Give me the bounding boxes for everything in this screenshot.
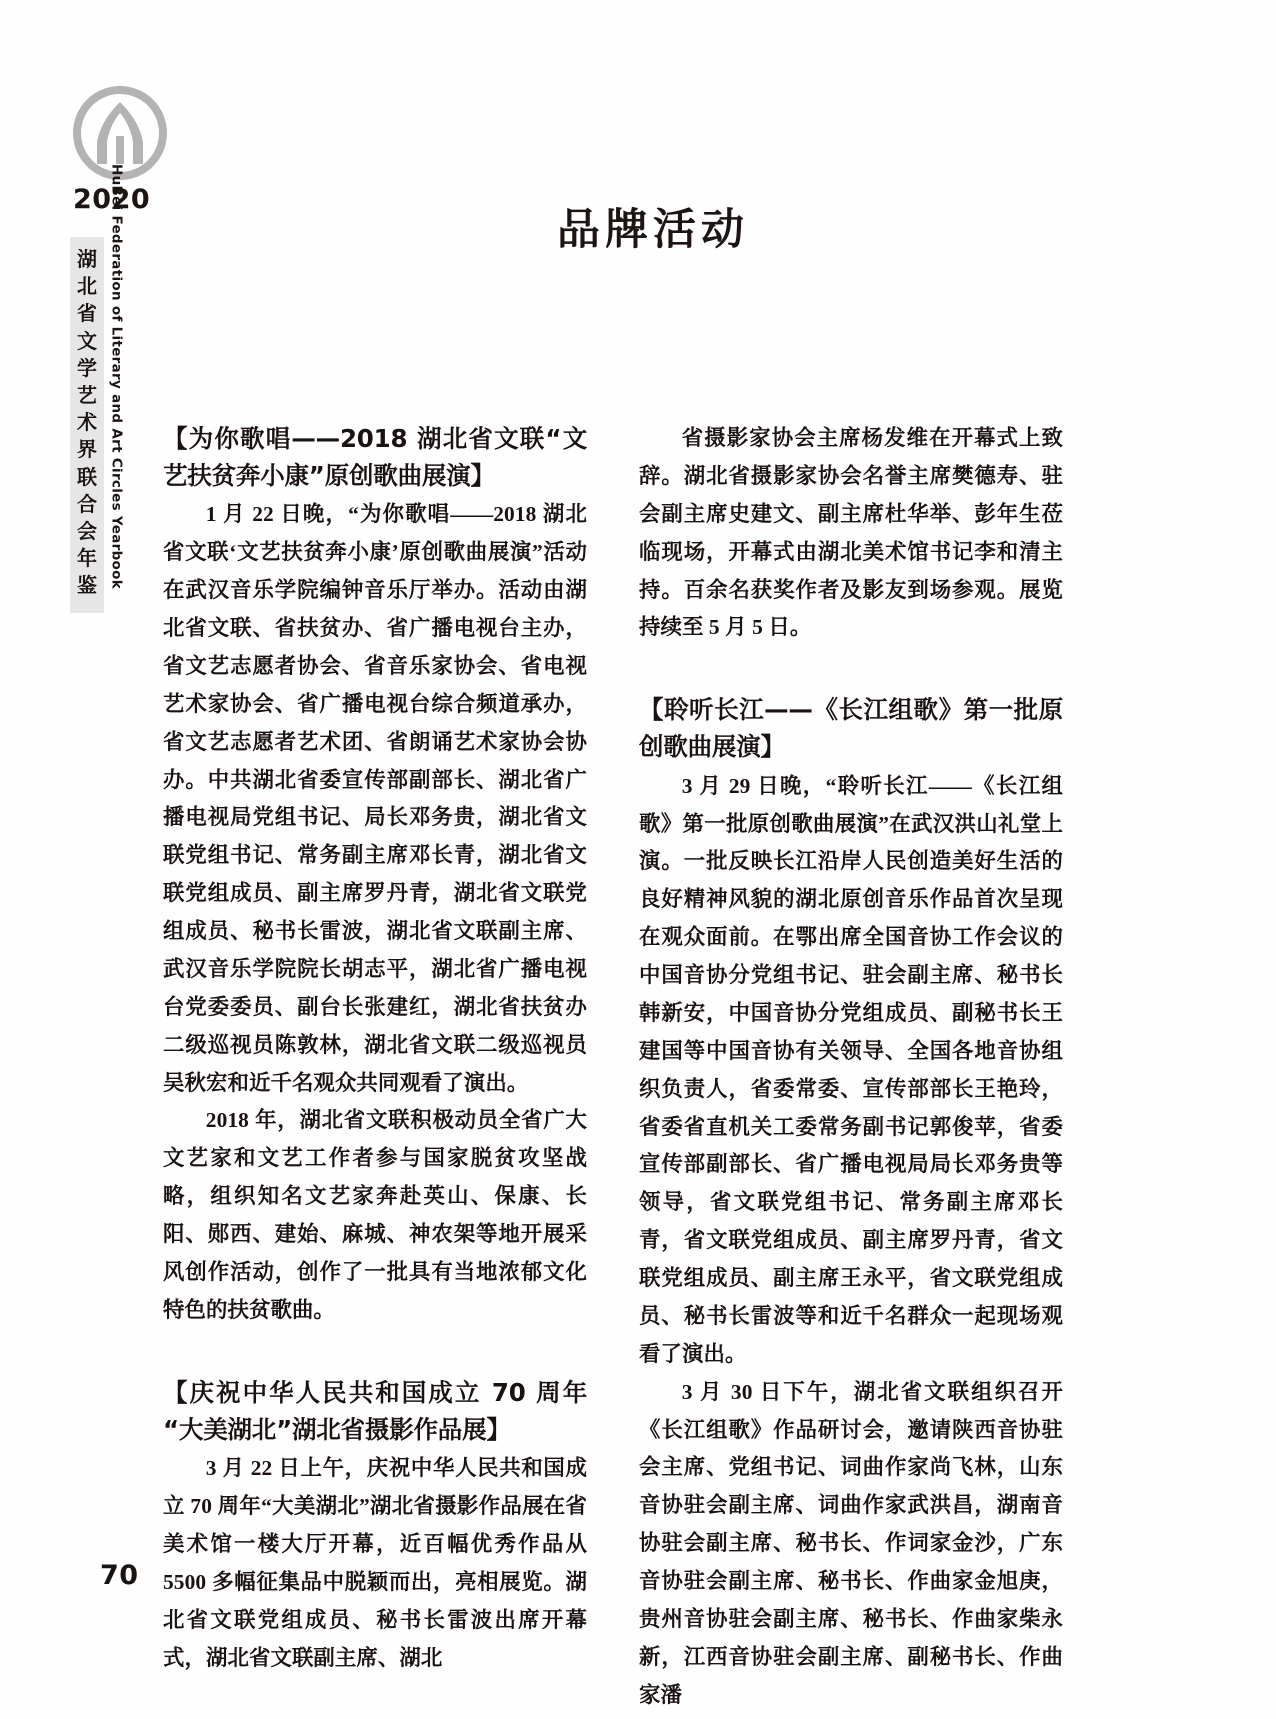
sidebar-vertical-title-cn	[70, 237, 104, 613]
sidebar-vertical-title-en	[108, 164, 125, 589]
spine-en-text: HuBei Federation of Literary and Art Circles Yearbook	[108, 164, 125, 589]
page-body-columns	[163, 420, 1063, 1715]
paragraph-left-1-2: 2018 年，湖北省文联积极动员全省广大文艺家和文艺工作者参与国家脱贫攻坚战略，组织知名文艺家奔赴英山、保康、长阳、郧西、建始、麻城、神农架等地开展采风创作活动，创作了一批具有当地浓郁文化特色的扶贫歌曲。	[163, 1108, 587, 1322]
page-number: 70	[100, 1560, 139, 1591]
paragraph-right-continuation: 省摄影家协会主席杨发维在开幕式上致辞。湖北省摄影家协会名誉主席樊德寿、驻会副主席史建文、副主席杜华举、彭年生莅临现场，开幕式由湖北美术馆书记李和清主持。百余名获奖作者及影友到场参观。展览持续至 5 月 5 日。	[639, 426, 1063, 640]
section-heading-lingting-changjiang: 【聆听长江——《长江组歌》第一批原创歌曲展演】	[639, 695, 1063, 762]
sidebar-year: 2020	[73, 184, 151, 215]
paragraph-left-2-1: 3 月 22 日上午，庆祝中华人民共和国成立 70 周年“大美湖北”湖北省摄影作品展在省美术馆一楼大厅开幕，近百幅优秀作品从 5500 多幅征集品中脱颖而出，亮相展览。湖北省文联党组成员、秘书长雷波出席开幕式，湖北省文联副主席、湖北	[163, 1456, 587, 1670]
right-column	[639, 420, 1063, 1715]
spine-cn-text: 湖北省文学艺术界联合会年鉴	[77, 247, 97, 598]
paragraph-right-1-1: 3 月 29 日晚，“聆听长江——《长江组歌》第一批原创歌曲展演”在武汉洪山礼堂上演。一批反映长江沿岸人民创造美好生活的良好精神风貌的湖北原创音乐作品首次呈现在观众面前。在鄂出席全国音协工作会议的中国音协分党组书记、驻会副主席、秘书长韩新安，中国音协分党组成员、副秘书长王建国等中国音协有关领导、全国各地音协组织负责人，省委常委、宣传部部长王艳玲，省委省直机关工委常务副书记郭俊苹，省委宣传部副部长、省广播电视局局长邓务贵等领导，省文联党组书记、常务副主席邓长青，省文联党组成员、副主席罗丹青，省文联党组成员、副主席王永平，省文联党组成员、秘书长雷波等和近千名群众一起现场观看了演出。	[639, 773, 1063, 1366]
page-title: 品牌活动	[557, 205, 749, 255]
section-heading-damei-hubei: 【庆祝中华人民共和国成立 70 周年“大美湖北”湖北省摄影作品展】	[163, 1377, 587, 1444]
section-heading-weinigechang: 【为你歌唱——2018 湖北省文联“文艺扶贫奔小康”原创歌曲展演】	[163, 424, 587, 491]
left-column	[163, 420, 587, 1715]
paragraph-right-1-2: 3 月 30 日下午，湖北省文联组织召开《长江组歌》作品研讨会，邀请陕西音协驻会主席、党组书记、词曲作家尚飞林，山东音协驻会副主席、词曲作家武洪昌，湖南音协驻会副主席、秘书长、作词家金沙，广东音协驻会副主席、秘书长、作曲家金旭庚，贵州音协驻会副主席、秘书长、作曲家柴永新，江西音协驻会副主席、副秘书长、作曲家潘	[639, 1379, 1063, 1707]
paragraph-left-1-1: 1 月 22 日晚，“为你歌唱——2018 湖北省文联‘文艺扶贫奔小康’原创歌曲展演”活动在武汉音乐学院编钟音乐厅举办。活动由湖北省文联、省扶贫办、省广播电视台主办，省文艺志愿者协会、省音乐家协会、省电视艺术家协会、省广播电视台综合频道承办，省文艺志愿者艺术团、省朗诵艺术家协会协办。中共湖北省委宣传部副部长、湖北省广播电视局党组书记、局长邓务贵，湖北省文联党组书记、常务副主席邓长青，湖北省文联党组成员、副主席罗丹青，湖北省文联党组成员、秘书长雷波，湖北省文联副主席、武汉音乐学院院长胡志平，湖北省广播电视台党委委员、副台长张建红，湖北省扶贫办二级巡视员陈敦林，湖北省文联二级巡视员吴秋宏和近千名观众共同观看了演出。	[163, 502, 587, 1095]
